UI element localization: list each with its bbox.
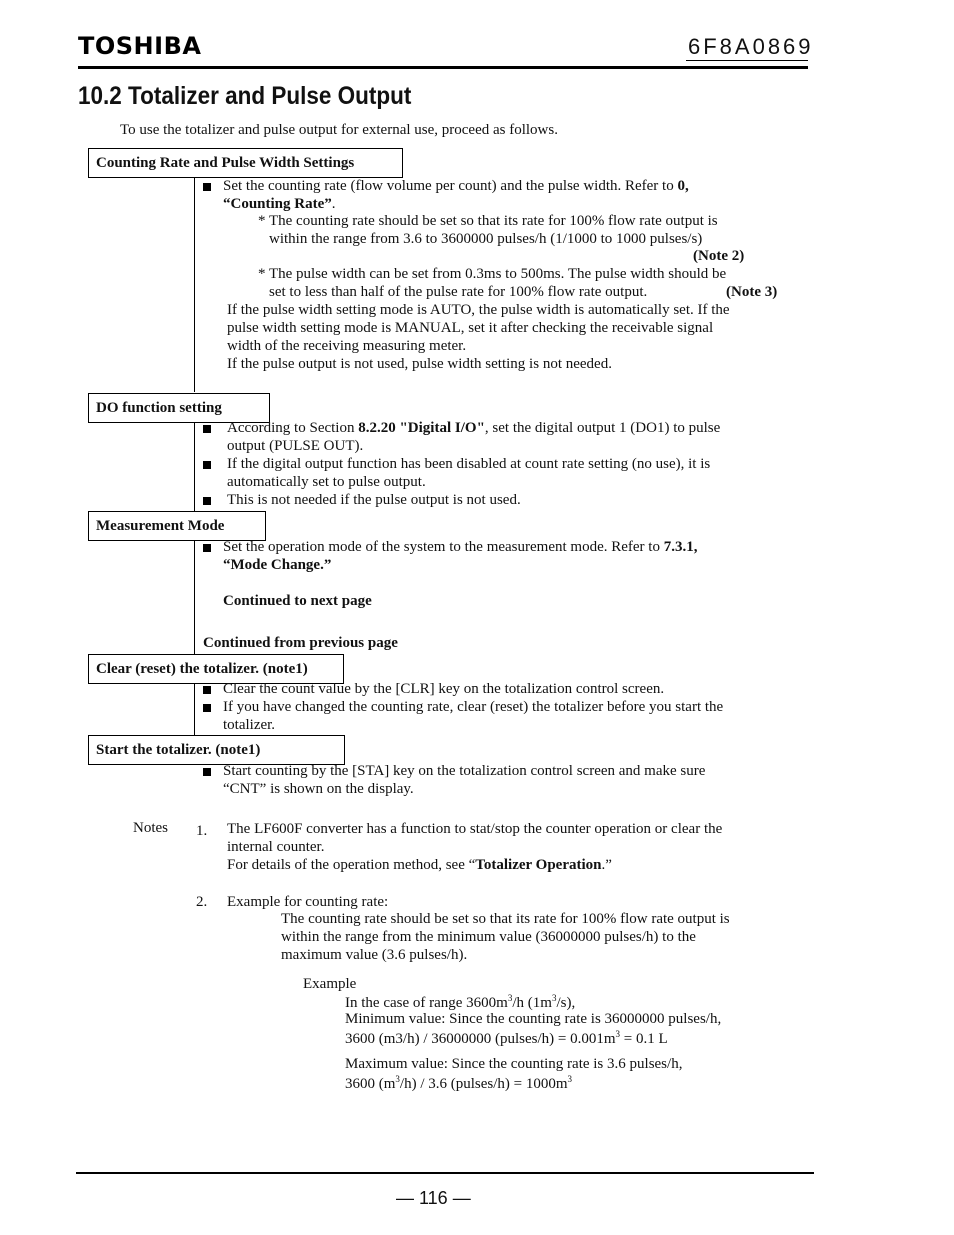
bullet: [203, 704, 211, 712]
clear-bullet2-line1: If you have changed the counting rate, clear (reset) the totalizer before you start the: [223, 699, 724, 715]
example-line1: In the case of range $3600m^3/h$ $(1m^3/s)$,: [345, 993, 576, 1011]
bullet: [203, 686, 211, 694]
intro-text: To use the totalizer and pulse output for external use, proceed as follows.: [120, 122, 558, 138]
note2-number: 2.: [196, 894, 208, 910]
do-bullet3: This is not needed if the pulse output is not used.: [227, 492, 521, 508]
counting-para1-line1: If the pulse width setting mode is AUTO, the pulse width is automatically set. If the: [227, 302, 730, 318]
example-line3: 3600 (m3/h) / 36000000 (pulses/h) = $0.001m^3 = 0.1$ L: [345, 1029, 668, 1047]
example-line2: Minimum value: Since the counting rate is 36000000 pulses/h,: [345, 1011, 722, 1027]
step-heading-clear-totalizer: Clear (reset) the totalizer. (note1): [88, 654, 344, 684]
note2-line1: Example for counting rate:: [227, 894, 389, 910]
step-heading-do-function: DO function setting: [88, 393, 270, 423]
bullet: [203, 425, 211, 433]
counting-bullet-line1: Set the counting rate (flow volume per count) and the pulse width. Refer to 0,: [223, 178, 689, 194]
continued-from-previous-page: Continued from previous page: [203, 635, 398, 651]
bullet: [203, 497, 211, 505]
bullet: [203, 768, 211, 776]
note3-ref: (Note 3): [726, 284, 778, 300]
bullet: [203, 461, 211, 469]
do-bullet2-line1: If the digital output function has been disabled at count rate setting (no use), it is: [227, 456, 711, 472]
start-bullet-line1: Start counting by the [STA] key on the totalization control screen and make sure: [223, 763, 706, 779]
page-number: — 116 —: [396, 1188, 471, 1208]
counting-note2-line2: set to less than half of the pulse rate for 100% flow rate output.: [269, 284, 648, 300]
section-title: 10.2 Totalizer and Pulse Output: [78, 82, 412, 110]
header-rule: [78, 66, 808, 69]
footer-rule: [76, 1172, 814, 1174]
continued-next-page: Continued to next page: [223, 593, 372, 609]
start-bullet-line2: “CNT” is shown on the display.: [223, 781, 414, 797]
note2-line3: within the range from the minimum value (36000000 pulses/h) to the: [281, 929, 696, 945]
step-heading-counting-rate: Counting Rate and Pulse Width Settings: [88, 148, 403, 178]
note2-ref: (Note 2): [693, 248, 745, 264]
step-heading-start-totalizer: Start the totalizer. (note1): [88, 735, 345, 765]
counting-note2-line1: * The pulse width can be set from 0.3ms to 500ms. The pulse width should be: [258, 266, 727, 282]
counting-para2: If the pulse output is not used, pulse width setting is not needed.: [227, 356, 612, 372]
flow-connector: [194, 422, 195, 511]
flow-connector: [194, 540, 195, 654]
note2-line2: The counting rate should be set so that its rate for 100% flow rate output is: [281, 911, 730, 927]
step-heading-measurement-mode: Measurement Mode: [88, 511, 266, 541]
flow-connector: [194, 177, 195, 392]
do-bullet2-line2: automatically set to pulse output.: [227, 474, 426, 490]
measurement-bullet-line1: Set the operation mode of the system to the measurement mode. Refer to 7.3.1,: [223, 539, 698, 555]
do-bullet1-line1: According to Section 8.2.20 "Digital I/O", set the digital output 1 (DO1) to pulse: [227, 420, 721, 436]
note2-line4: maximum value (3.6 pulses/h).: [281, 947, 468, 963]
clear-bullet2-line2: totalizer.: [223, 717, 276, 733]
counting-note1-line1: * The counting rate should be set so that its rate for 100% flow rate output is: [258, 213, 718, 229]
document-number-underline: [686, 60, 808, 61]
do-bullet1-line2: output (PULSE OUT).: [227, 438, 364, 454]
document-number: 6F8A0869: [688, 34, 814, 59]
note1-line1: The LF600F converter has a function to stat/stop the counter operation or clear the: [227, 821, 723, 837]
counting-para1-line3: width of the receiving measuring meter.: [227, 338, 467, 354]
counting-note1-line2: within the range from 3.6 to 3600000 pulses/h (1/1000 to 1000 pulses/s): [269, 231, 703, 247]
counting-para1-line2: pulse width setting mode is MANUAL, set it after checking the receivable signal: [227, 320, 714, 336]
note1-line3: For details of the operation method, see “Totalizer Operation.”: [227, 857, 612, 873]
note1-number: 1.: [196, 823, 208, 839]
example-line5: 3600 $(m^3/h) / 3.6$ (pulses/h) = $1000m^3$: [345, 1074, 573, 1092]
example-line4: Maximum value: Since the counting rate is 3.6 pulses/h,: [345, 1056, 683, 1072]
clear-bullet1: Clear the count value by the [CLR] key on the totalization control screen.: [223, 681, 665, 697]
bullet: [203, 544, 211, 552]
flow-connector: [194, 683, 195, 735]
counting-bullet-line2: “Counting Rate”.: [223, 196, 336, 212]
example-label: Example: [303, 976, 357, 992]
notes-label: Notes: [133, 820, 168, 836]
measurement-bullet-line2: “Mode Change.”: [223, 557, 332, 573]
toshiba-logo: TOSHIBA: [78, 32, 202, 60]
note1-line2: internal counter.: [227, 839, 325, 855]
bullet: [203, 183, 211, 191]
